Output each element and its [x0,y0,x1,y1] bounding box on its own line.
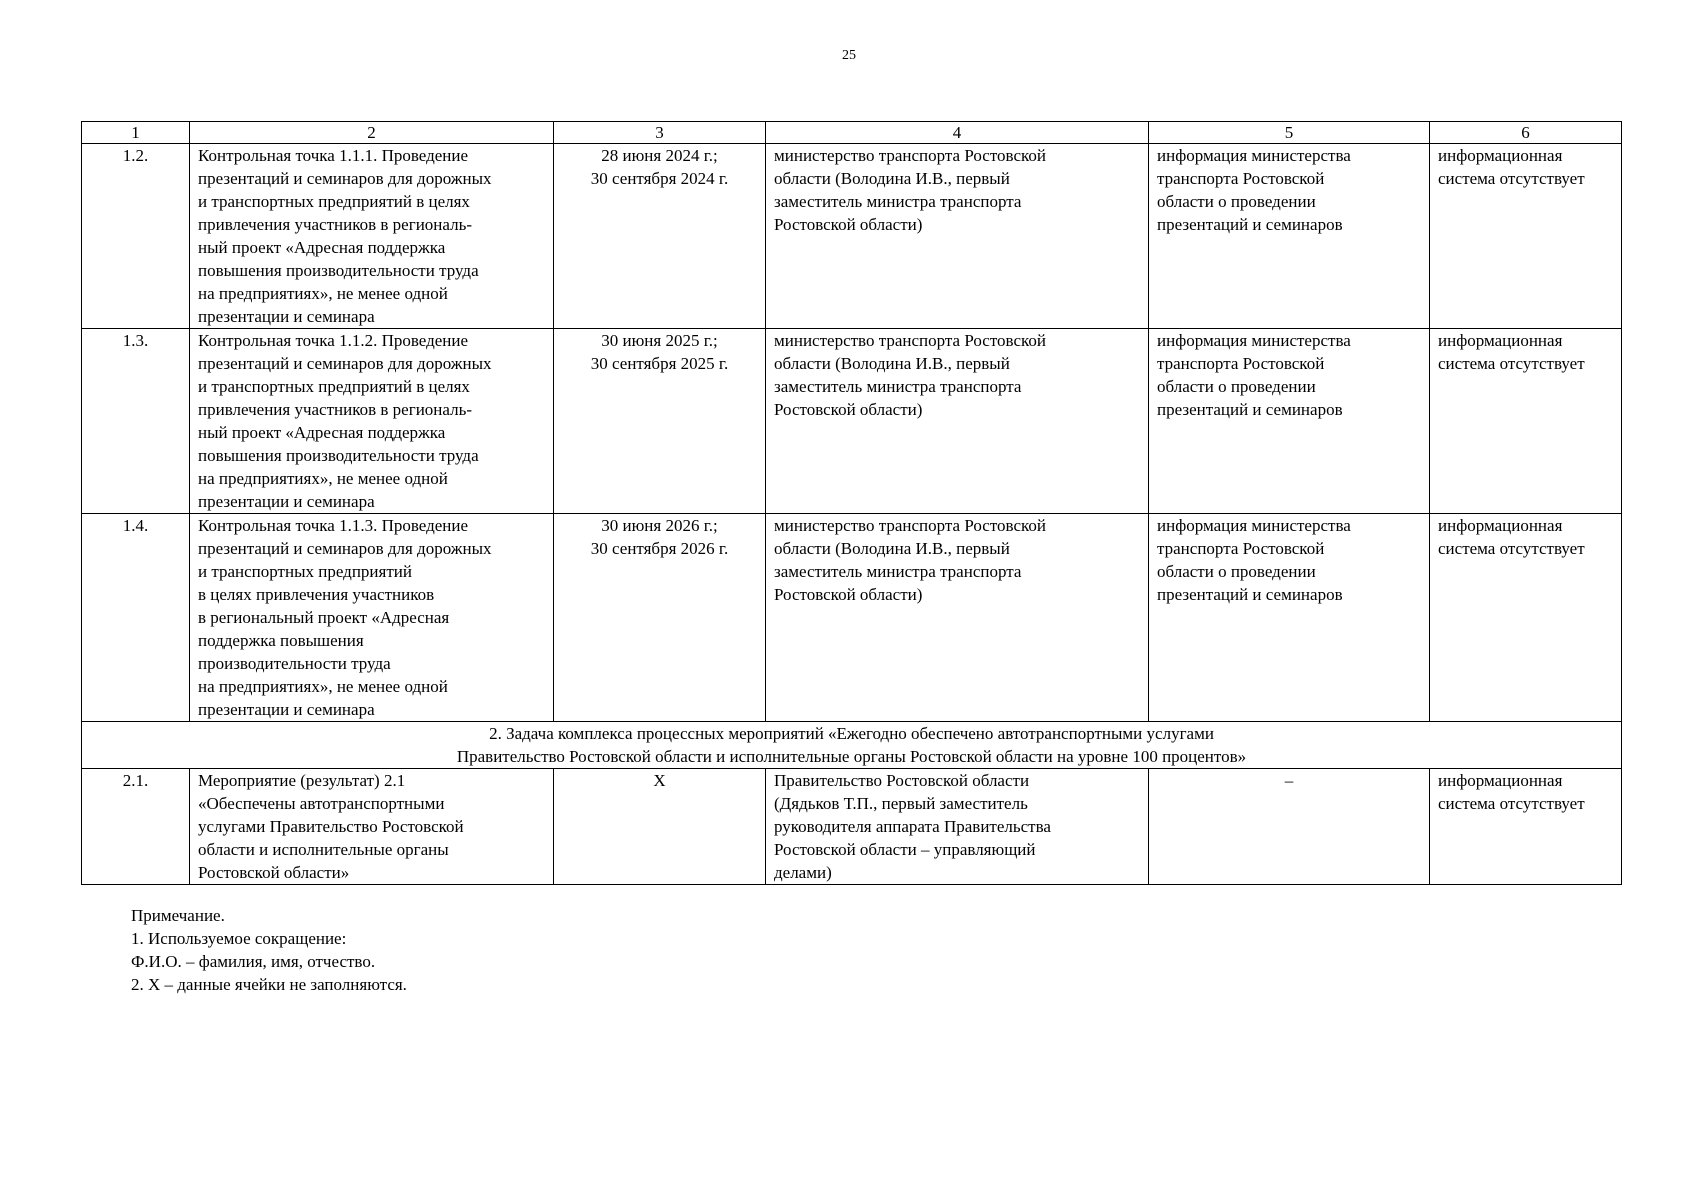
row-deadline: X [554,769,766,885]
row-deadline: 30 июня 2025 г.; 30 сентября 2025 г. [554,329,766,514]
notes-item: 2. X – данные ячейки не заполняются. [131,975,407,994]
task-heading: 2. Задача комплекса процессных мероприятий «Ежегодно обеспечено автотранспортными услугами Правительство Ростовской области и исполнительные органы Ростовской области на уровне 100 процентов» [82,722,1622,769]
row-evidence: – [1149,769,1430,885]
row-evidence: информация министерства транспорта Ростовской области о проведении презентаций и семинаров [1149,514,1430,722]
table-row [82,514,1622,722]
row-evidence: информация министерства транспорта Ростовской области о проведении презентаций и семинаров [1149,144,1430,329]
row-deadline: 28 июня 2024 г.; 30 сентября 2024 г. [554,144,766,329]
row-number: 2.1. [82,769,190,885]
row-description: Контрольная точка 1.1.2. Проведение презентаций и семинаров для дорожных и транспортных предприятий в целях привлечения участников в региональ- ный проект «Адресная поддержка повышения производительности труда на предприятиях», не менее одной презентации и семинара [190,329,554,514]
table-row [82,329,1622,514]
row-number: 1.3. [82,329,190,514]
header-col-6: 6 [1430,122,1622,144]
row-description: Мероприятие (результат) 2.1 «Обеспечены автотранспортными услугами Правительство Ростовской области и исполнительные органы Ростовской области» [190,769,554,885]
row-responsible: министерство транспорта Ростовской области (Володина И.В., первый заместитель министра транспорта Ростовской области) [766,144,1149,329]
row-description: Контрольная точка 1.1.1. Проведение презентаций и семинаров для дорожных и транспортных предприятий в целях привлечения участников в региональ- ный проект «Адресная поддержка повышения производительности труда на предприятиях», не менее одной презентации и семинара [190,144,554,329]
task-heading-row [82,722,1622,769]
header-col-2: 2 [190,122,554,144]
plan-table [81,121,1622,885]
row-info-system: информационная система отсутствует [1430,144,1622,329]
notes-item: 1. Используемое сокращение: [131,929,347,948]
page-number: 25 [842,48,856,63]
row-info-system: информационная система отсутствует [1430,329,1622,514]
row-responsible: Правительство Ростовской области (Дядьков Т.П., первый заместитель руководителя аппарата Правительства Ростовской области – управляющий делами) [766,769,1149,885]
header-col-3: 3 [554,122,766,144]
notes-section [131,904,407,996]
row-evidence: информация министерства транспорта Ростовской области о проведении презентаций и семинаров [1149,329,1430,514]
table-row [82,144,1622,329]
table-row [82,769,1622,885]
row-responsible: министерство транспорта Ростовской области (Володина И.В., первый заместитель министра транспорта Ростовской области) [766,329,1149,514]
row-info-system: информационная система отсутствует [1430,514,1622,722]
header-col-4: 4 [766,122,1149,144]
header-col-1: 1 [82,122,190,144]
row-deadline: 30 июня 2026 г.; 30 сентября 2026 г. [554,514,766,722]
row-responsible: министерство транспорта Ростовской области (Володина И.В., первый заместитель министра транспорта Ростовской области) [766,514,1149,722]
row-number: 1.4. [82,514,190,722]
row-description: Контрольная точка 1.1.3. Проведение презентаций и семинаров для дорожных и транспортных предприятий в целях привлечения участников в региональный проект «Адресная поддержка повышения производительности труда на предприятиях», не менее одной презентации и семинара [190,514,554,722]
row-info-system: информационная система отсутствует [1430,769,1622,885]
notes-item: Ф.И.О. – фамилия, имя, отчество. [131,952,376,971]
row-number: 1.2. [82,144,190,329]
header-col-5: 5 [1149,122,1430,144]
notes-title: Примечание. [131,906,225,925]
header-row [82,122,1622,144]
